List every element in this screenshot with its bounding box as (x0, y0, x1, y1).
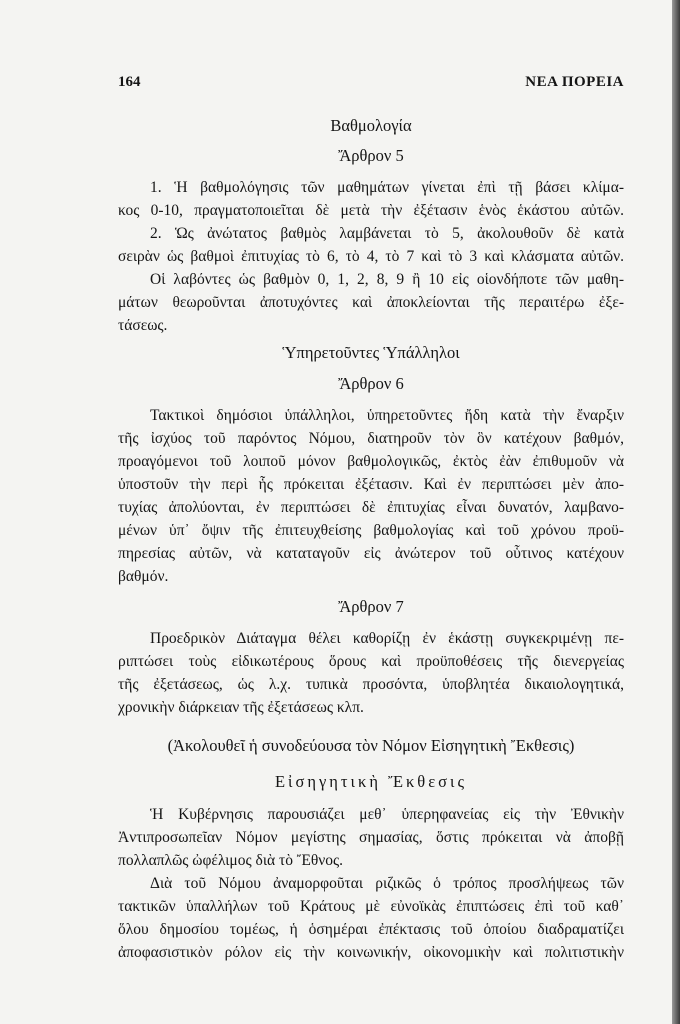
text-line: τῆς ἐξετάσεως, ὡς λ.χ. τυπικὰ προσόντα, ὑποβλητέα δικαιολογητικά, (118, 676, 624, 693)
report-heading: Εἰσηγητικὴ Ἔκθεσις (274, 772, 468, 791)
text-line: σειρὰν ὡς βαθμοὶ ἐπιτυχίας τὸ 6, τὸ 4, τὸ 7 καὶ τὸ 3 καὶ κλάσματα αὐτῶν. (118, 248, 624, 265)
text-line: πηρεσίας αὐτῶν, νὰ καταταγοῦν εἰς ἀνώτερον τοῦ οὗτινος κατέχουν (118, 545, 624, 562)
text-line: χρονικὴν διάρκειαν τῆς ἐξετάσεως κλπ. (118, 699, 364, 716)
text-line: Ἡ Κυβέρνησις παρουσιάζει μεθ᾽ ὑπερηφανείας εἰς τὴν Ἐθνικὴν (150, 806, 624, 823)
employees-heading: Ὑπηρετοῦντες Ὑπάλληλοι (282, 343, 460, 362)
text-line: κος 0-10, πραγματοποιεῖται δὲ μετὰ τὴν ἐξέτασιν ἑνὸς ἑκάστου αὐτῶν. (118, 202, 624, 219)
text-line: μένων ὑπ᾽ ὄψιν τῆς ἐπιτευχθείσης βαθμολογίας καὶ τοῦ χρόνου προϋ- (118, 522, 624, 539)
text-line: Προεδρικὸν Διάταγμα θέλει καθορίζῃ ἐν ἑκάστῃ συγκεκριμένῃ πε- (150, 630, 624, 647)
text-line: τάσεως. (118, 317, 168, 334)
text-line: πολλαπλῶς ὠφέλιμος διὰ τὸ Ἔθνος. (118, 852, 344, 869)
article-5-heading: Ἄρθρον 5 (338, 146, 404, 165)
report-body (118, 803, 624, 964)
followup-note: (Ἀκολουθεῖ ἡ συνοδεύουσα τὸν Νόμον Εἰσηγητικὴ Ἔκθεσις) (167, 736, 575, 755)
text-line: ὑποστοῦν τὴν περὶ ἧς πρόκειται ἐξέτασιν. Καὶ ἐν περιπτώσει μὲν ἀπο- (118, 476, 624, 493)
page-number: 164 (118, 74, 141, 90)
text-line: Οἱ λαβόντες ὡς βαθμὸν 0, 1, 2, 8, 9 ἢ 10 εἰς οἱονδήποτε τῶν μαθη- (150, 271, 624, 288)
text-line: 2. Ὡς ἀνώτατος βαθμὸς λαμβάνεται τὸ 5, ἀκολουθοῦν δὲ κατὰ (150, 225, 624, 242)
grading-heading: Βαθμολογία (330, 116, 412, 135)
text-line: Ἀντιπροσωπεῖαν Νόμον μεγίστης σημασίας, ὅστις πρόκειται νὰ ἀποβῇ (118, 829, 624, 846)
article-5-body (118, 176, 624, 337)
text-line: Διὰ τοῦ Νόμου ἀναμορφοῦται ριζικῶς ὁ τρόπος προσλήψεως τῶν (150, 875, 624, 892)
text-line: τακτικῶν ὑπαλλήλων τοῦ Κράτους μὲ εὐνοϊκὰς ἐπιπτώσεις ἐπὶ τοῦ καθ᾽ (118, 898, 624, 915)
text-line: τυχίας ἀπολύονται, ἐν περιπτώσει δὲ ἐπιτυχίας εἶναι δυνατόν, λαμβανο- (118, 499, 624, 516)
article-7-heading: Ἄρθρον 7 (338, 597, 404, 616)
journal-title: ΝΕΑ ΠΟΡΕΙΑ (525, 74, 624, 90)
article-7-body (118, 627, 624, 719)
article-6-body (118, 404, 624, 588)
text-line: τῆς ἰσχύος τοῦ παρόντος Νόμου, διατηροῦν τὸν ὃν κατέχουν βαθμόν, (118, 430, 624, 447)
page-binding-edge (672, 0, 680, 1024)
text-line: βαθμόν. (118, 568, 169, 585)
article-6-heading: Ἄρθρον 6 (338, 374, 404, 393)
text-line: προαγόμενοι τοῦ λοιποῦ μόνον βαθμολογικῶς, ἐκτὸς ἐὰν ἐπιθυμοῦν νὰ (118, 453, 624, 470)
text-line: ὅλου δημοσίου τομέως, ἡ ὁσημέραι ἐπέκτασις τοῦ ὁποίου διαδραματίζει (118, 921, 624, 938)
text-line: Τακτικοὶ δημόσιοι ὑπάλληλοι, ὑπηρετοῦντες ἤδη κατὰ τὴν ἔναρξιν (150, 407, 624, 424)
text-line: 1. Ἡ βαθμολόγησις τῶν μαθημάτων γίνεται ἐπὶ τῇ βάσει κλίμα- (150, 179, 624, 196)
text-line: μάτων θεωροῦνται ἀποτυχόντες καὶ ἀποκλείονται τῆς περαιτέρω ἐξε- (118, 294, 624, 311)
text-line: ριπτώσει τοὺς εἰδικωτέρους ὅρους καὶ προϋποθέσεις τῆς διενεργείας (118, 653, 624, 670)
text-line: ἀποφασιστικὸν ρόλον εἰς τὴν κοινωνικήν, οἰκονομικὴν καὶ πολιτιστικὴν (118, 944, 624, 961)
running-header (118, 74, 624, 96)
